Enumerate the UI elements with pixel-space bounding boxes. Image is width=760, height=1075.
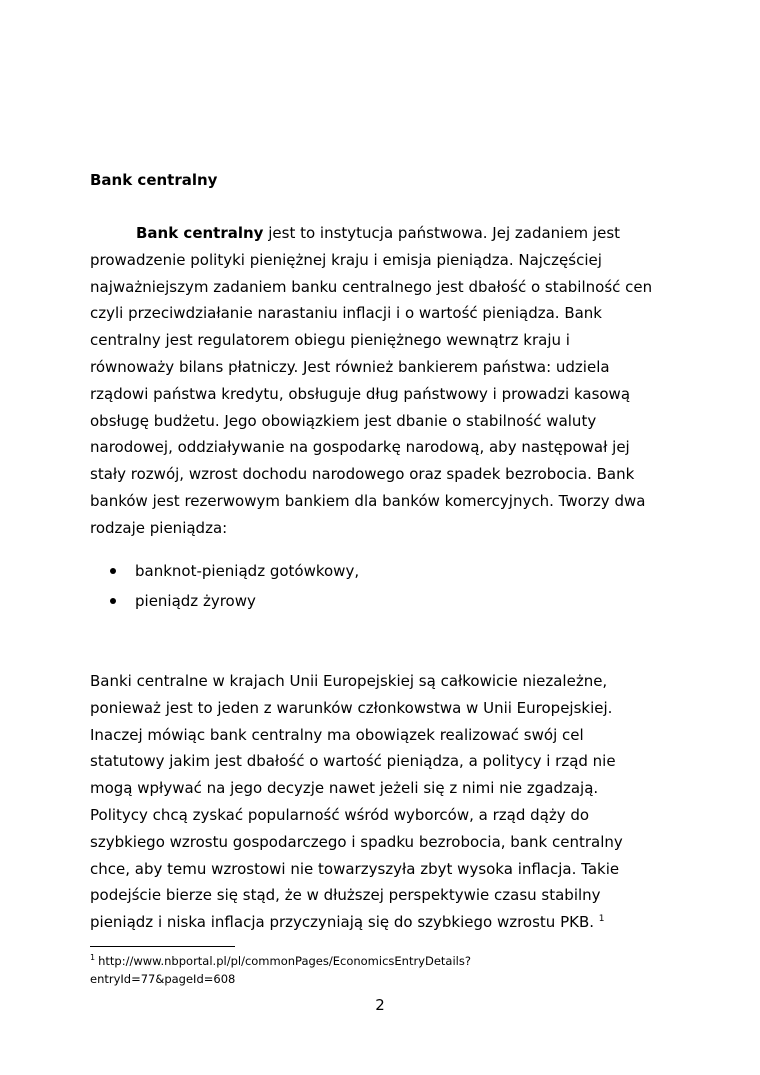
paragraph-line: statutowy jakim jest dbałość o wartość pieniądza, a politycy i rząd nie: [90, 752, 616, 771]
line-text: pieniądz i niska inflacja przyczyniają się do szybkiego wzrostu PKB.: [90, 913, 599, 932]
paragraph-line: równoważy bilans płatniczy. Jest również bankierem państwa: udziela: [90, 357, 610, 376]
paragraph-line: rządowi państwa kredytu, obsługuje dług państwowy i prowadzi kasową: [90, 384, 631, 403]
list-item: [90, 556, 359, 586]
paragraph-line: [90, 909, 680, 936]
paragraph-line: banków jest rezerwowym bankiem dla banków komercyjnych. Tworzy dwa: [90, 491, 646, 510]
bullet-icon: [110, 598, 116, 604]
paragraph-line: czyli przeciwdziałanie narastaniu inflacji i o wartość pieniądza. Bank: [90, 304, 602, 323]
footnote-separator: [90, 946, 235, 947]
paragraph-eu-banks: [90, 668, 680, 936]
bold-term: Bank centralny: [136, 224, 264, 242]
bullet-icon: [110, 568, 116, 574]
list-item-text: banknot-pieniądz gotówkowy,: [135, 562, 360, 580]
list-item: [90, 586, 359, 616]
page-number: 2: [375, 996, 385, 1014]
footnote-mark: 1: [90, 953, 96, 963]
section-heading: Bank centralny: [90, 171, 218, 189]
footnote-line: [90, 952, 471, 970]
paragraph-line: Inaczej mówiąc bank centralny ma obowiązek realizować swój cel: [90, 725, 584, 744]
paragraph-line: rodzaje pieniądza:: [90, 518, 228, 537]
paragraph-line: szybkiego wzrostu gospodarczego i spadku bezrobocia, bank centralny: [90, 832, 623, 851]
paragraph-line: obsługę budżetu. Jego obowiązkiem jest dbanie o stabilność waluty: [90, 411, 597, 430]
paragraph-intro: [90, 220, 680, 542]
money-types-list: [90, 556, 359, 616]
paragraph-line: mogą wpływać na jego decyzje nawet jeżeli się z nimi nie zgadzają.: [90, 779, 599, 798]
paragraph-line: Politycy chcą zyskać popularność wśród wyborców, a rząd dąży do: [90, 805, 590, 824]
paragraph-line: chce, aby temu wzrostowi nie towarzyszyła zbyt wysoka inflacja. Takie: [90, 859, 620, 878]
paragraph-line: najważniejszym zadaniem banku centralnego jest dbałość o stabilność cen: [90, 277, 653, 296]
paragraph-line: [90, 220, 680, 247]
footnote: [90, 952, 471, 988]
paragraph-line: Banki centralne w krajach Unii Europejskiej są całkowicie niezależne,: [90, 672, 608, 690]
paragraph-line: prowadzenie polityki pieniężnej kraju i emisja pieniądza. Najczęściej: [90, 250, 602, 269]
footnote-reference[interactable]: 1: [598, 914, 605, 925]
paragraph-line: ponieważ jest to jeden z warunków członkowstwa w Unii Europejskiej.: [90, 698, 613, 717]
paragraph-line: centralny jest regulatorem obiegu pieniężnego wewnątrz kraju i: [90, 331, 570, 350]
paragraph-line: stały rozwój, wzrost dochodu narodowego oraz spadek bezrobocia. Bank: [90, 465, 635, 484]
list-item-text: pieniądz żyrowy: [135, 592, 256, 610]
paragraph-line: narodowej, oddziaływanie na gospodarkę narodową, aby następował jej: [90, 438, 630, 457]
footnote-line[interactable]: entryId=77&pageId=608: [90, 972, 236, 986]
paragraph-line: podejście bierze się stąd, że w dłuższej perspektywie czasu stabilny: [90, 886, 601, 905]
line-text: jest to instytucja państwowa. Jej zadaniem jest: [263, 224, 621, 242]
footnote-url[interactable]: http://www.nbportal.pl/pl/commonPages/EconomicsEntryDetails?: [98, 954, 471, 968]
